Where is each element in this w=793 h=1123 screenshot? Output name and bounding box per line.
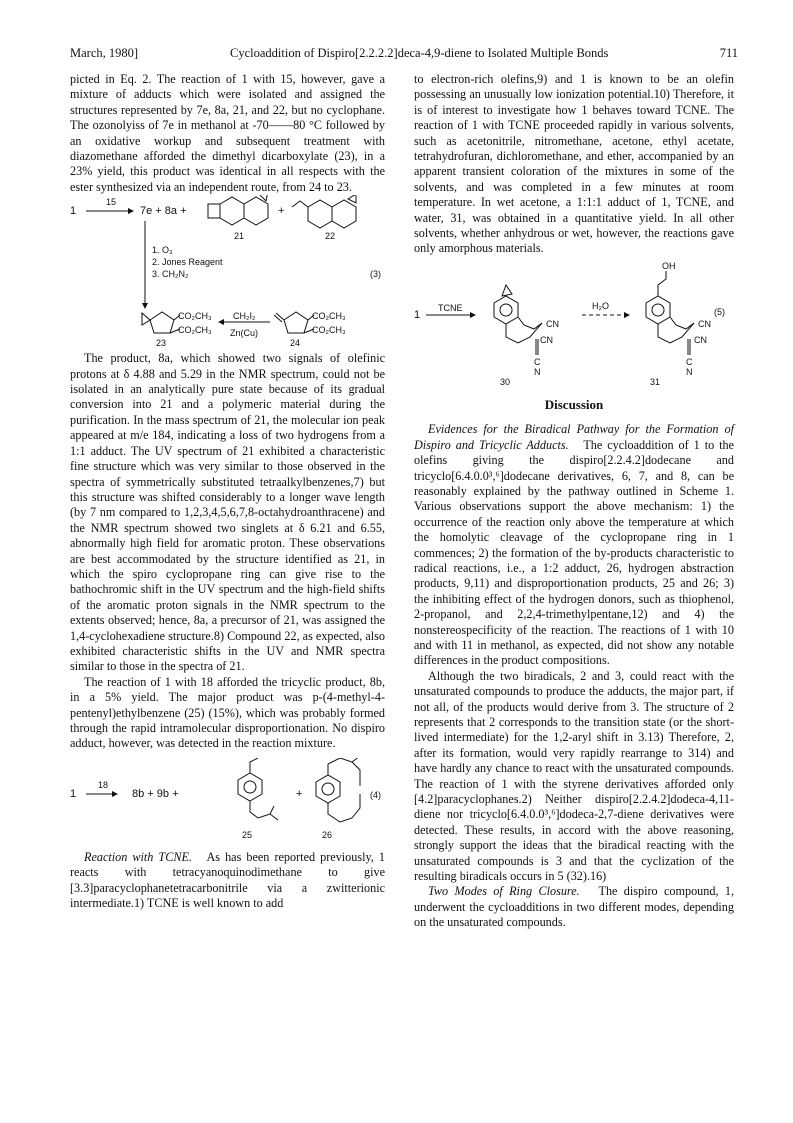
run-in-heading: Reaction with TCNE. <box>84 849 192 864</box>
paragraph: picted in Eq. 2. The reaction of 1 with 15, however, gave a mixture of adducts which were isolated and assigned the structures represented by 7e, 8a, 21, and 22, but no cyclophane. The ozonolyiss of 7e in methanol at -70——80 °C followed by an oxidative workup and subsequent treatment with diazomethane afforded the dimethyl dicarboxylate (23), in a 23% yield, this product was identical in all respects with the ester synthesized via an independent route, from 24 to 23. <box>70 72 385 194</box>
eq3-reagent-top: CH₂I₂ <box>233 311 256 322</box>
eq4-plus: + <box>296 787 303 800</box>
paragraph: The product, 8a, which showed two signals of olefinic protons at δ 4.88 and 5.29 in the NMR spectrum, could not be isolated in an analytically pure state because of its gradual conversion into 21 and a polymeric material during the purification. In the mass spectrum of 21, the molecular ion peak appeared at m/e 184, indicating a loss of two hydrogens from a 1:1 adduct. The UV spectrum of 21 exhibited a characteristic fine structure which was very similar to those observed in the spectra of symmetrically substituted tetraalkylbenzenes,7) but this structure was shifted considerably to a longer wave length (by 7 nm compared to 1,2,3,4,5,6,7,8-octahydroanthracene) and the NMR spectrum showed two singlets at δ 6.21 and 6.55, abnormally high field for aromatic proton. These observations are best accommodated by the structure identified as 21, in which the spiro cyclopropane ring can give rise to the bathochromic shift in the UV spectrum and the high-field shifts of the aromatic proton signals in the NMR spectrum to the extents observed; hence, 8a, a precursor of 21, was assigned the 1,4-cyclohexadiene structure.8) Compound 22, as expected, also exhibited characteristic shifts in the UV and NMR spectra similar to those in the spectra of 21. <box>70 351 385 674</box>
paragraph-text: The cycloaddition of 1 to the olefins giving the dispiro[2.2.4.2]dodecane and tricyclo[6.4.0.0³,⁶]dodecane derivatives, 6, 7, and 8, can be reasonably explained by the pathway outlined in Scheme 1. Various observations support the above mechanism: 1) the occurrence of the reaction only above the temperature at which the homolytic cleavage of the cyclopropane ring in 1 commences; 2) the formation of the by-products characteristic to radical reactions, i.e., a 1:2 adduct, 26, hydrogen abstraction products, 9,11) and disproportionation products, 25 and 26; 3) the inhibiting effect of the hydrogen donors, such as thiophenol, 2-propanol, and 2,2,4-trimethylpentane,12) and 4) the nonstereospecificity of the reaction. The reactions of 1 with 10 and with 11 in methanol, as expected, did not show any notable differences in the product compositions. <box>414 437 735 668</box>
hydroxyl-label: OH <box>662 260 676 271</box>
cyano-label: CN <box>698 318 711 329</box>
compound-31-label: 31 <box>650 376 661 387</box>
equation-5 <box>414 260 734 387</box>
eq4-products: 8b + 9b + <box>132 787 179 800</box>
cyano-label: CN <box>540 334 553 345</box>
eq3-arrow-label: 15 <box>106 197 117 208</box>
ester-group: CO₂CH₃ <box>178 311 212 322</box>
eq3-step-2: 2. Jones Reagent <box>152 257 223 268</box>
ester-group: CO₂CH₃ <box>178 325 212 336</box>
compound-23-label: 23 <box>156 338 167 349</box>
paragraph: Although the two biradicals, 2 and 3, could react with the unsaturated compounds to produce the adducts, the major part, if not all, of the products would derive from 3. The structure of 2 represents that 2 corresponds to the transition state (or the short-lived intermediate) for the 1,2-aryl shift in 3.13) Therefore, 2, after its formation, would very rapidly rearrange to 314) and have hardly any chance to react with the unsaturated compounds. The reaction of 1 with the styrene derivatives afforded only [4.2]paracyclophanes.2) Neither dispiro[2.2.4.2]dodeca-4,11-diene nor tricyclo[6.4.0.0³,⁶]dodeca-2,7-diene derivatives were detected. These results, in accord with the above reasoning, strongly support the ideas that the biradical reacting with the unsaturated compounds is 3 and that the cyclization of the resulting biradicals occurs in 5 (32).16) <box>414 668 734 884</box>
eq5-reactant: 1 <box>414 308 421 321</box>
paragraph-text: The dispiro compound, 1, underwent the cycloadditions in two different modes, depending on the unsaturated compounds. <box>414 884 734 930</box>
compound-26-label: 26 <box>322 829 333 840</box>
eq5-water-label: H₂O <box>592 300 609 311</box>
run-in-heading: Two Modes of Ring Closure. <box>428 884 580 899</box>
equation-4-structures <box>70 758 385 846</box>
nitrogen-label: N <box>534 366 541 377</box>
right-column <box>414 72 734 931</box>
running-header <box>70 46 738 62</box>
equation-number: (3) <box>370 269 381 280</box>
eq5-arrow-label: TCNE <box>438 302 463 313</box>
compound-25-label: 25 <box>242 829 253 840</box>
compound-24-label: 24 <box>290 338 301 349</box>
paragraph <box>70 850 385 912</box>
carbon-label: C <box>534 356 541 367</box>
paragraph: The reaction of 1 with 18 afforded the tricyclic product, 8b, in a 5% yield. The major product was p-(4-methyl-4-pentenyl)ethylbenzene (25) (15%), which was probably formed through the rapid intramolecular disproportionation. No dispiro adduct, however, was detected in the reaction mixture. <box>70 674 385 751</box>
eq3-step-1: 1. O₃ <box>152 245 173 256</box>
eq3-reagent-bottom: Zn(Cu) <box>230 328 259 339</box>
eq3-products: 7e + 8a + <box>140 205 187 218</box>
eq3-plus: + <box>278 205 285 218</box>
ester-group: CO₂CH₃ <box>312 325 346 336</box>
compound-30-label: 30 <box>500 376 511 387</box>
equation-4 <box>70 758 385 846</box>
paragraph <box>414 884 734 930</box>
equation-number: (4) <box>370 789 381 800</box>
cyano-label: CN <box>546 318 559 329</box>
run-in-heading: Evidences for the Biradical Pathway for the Formation of Dispiro and Tricyclic Adducts. <box>414 422 734 452</box>
header-title: Cycloaddition of Dispiro[2.2.2.2]deca-4,9-diene to Isolated Multiple Bonds <box>230 46 609 60</box>
nitrogen-label: N <box>686 366 693 377</box>
section-heading: Discussion <box>544 396 604 412</box>
page-number: 711 <box>719 46 738 60</box>
paragraph: to electron-rich olefins,9) and 1 is known to be an olefin possessing an unusually low ionization potential.10) Therefore, it is of interest to investigate how 1 behaves toward TCNE. The reaction of 1 with TCNE proceeded rapidly in various solvents, such as acetonitrile, nitromethane, acetone, ethyl acetate, tetrahydrofuran, dichloromethane, and ether, accompanied by an apparent transient coloration of the mixtures in some of the solvents, and was completed in a few minutes at room temperature. In wet acetone, a 1:1:1 adduct of 1, TCNE, and water, 31, was obtained in a quantitative yield. In all other solvents, whether anhydrous or wet, however, the reactions gave only amorphous materials. <box>414 72 734 256</box>
eq4-arrow-label: 18 <box>98 779 109 790</box>
cyano-label: CN <box>694 334 707 345</box>
carbon-label: C <box>686 356 693 367</box>
eq3-reactant: 1 <box>70 205 77 218</box>
paragraph <box>414 422 734 669</box>
left-column <box>70 72 385 911</box>
equation-3 <box>70 195 385 349</box>
ester-group: CO₂CH₃ <box>312 311 346 322</box>
header-date: March, 1980] <box>70 46 139 60</box>
compound-21-label: 21 <box>234 231 245 242</box>
compound-22-label: 22 <box>325 231 336 242</box>
eq4-reactant: 1 <box>70 787 77 800</box>
eq3-step-3: 3. CH₂N₂ <box>152 269 189 280</box>
paragraph-text: As has been reported previously, 1 reacts with tetracyanoquinodimethane to give [3.3]paracyclophanetetracarbonitrile via a zwitterionic intermediate.1) TCNE is well known to add <box>70 849 385 911</box>
equation-number: (5) <box>714 306 725 317</box>
